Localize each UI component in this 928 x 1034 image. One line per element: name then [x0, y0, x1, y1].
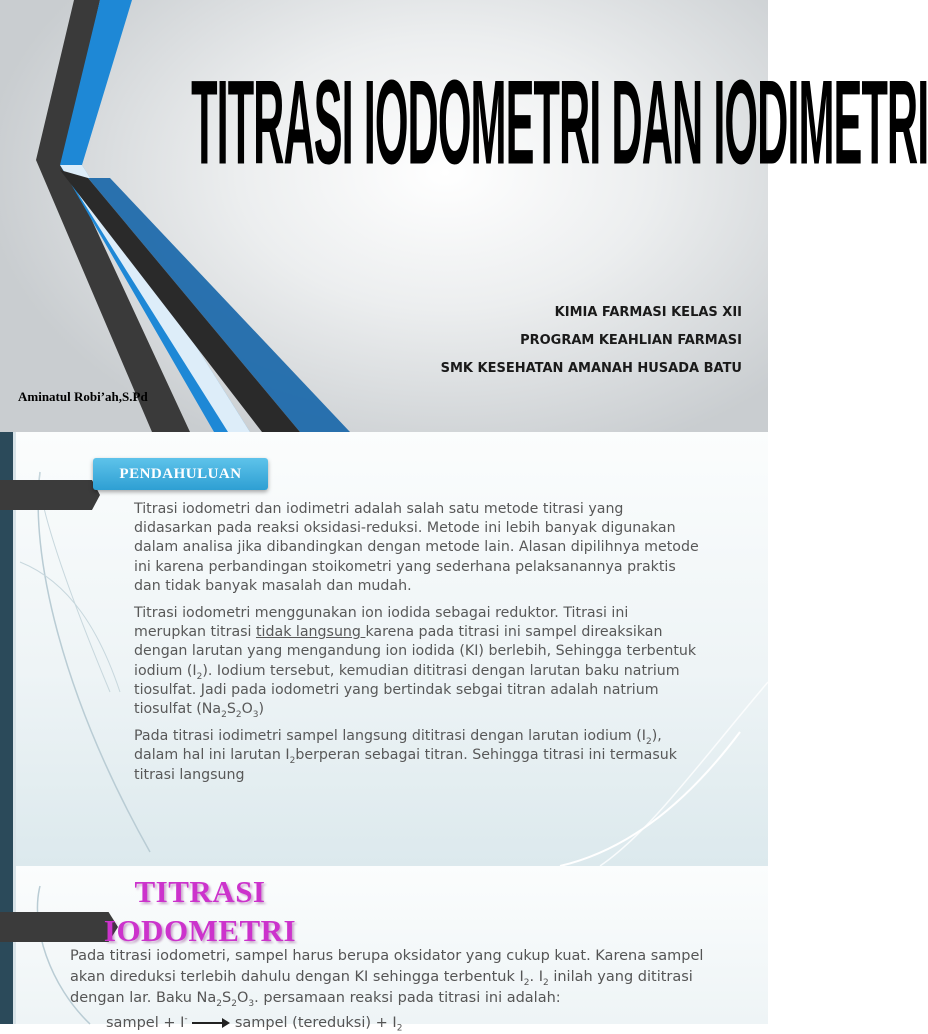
reaction-equation: sampel + I- sampel (tereduksi) + $I_2$	[106, 1014, 403, 1034]
list-item	[114, 727, 700, 785]
subtitle-line: SMK KESEHATAN AMANAH HUSADA BATU	[440, 361, 742, 376]
subtitle-line: KIMIA FARMASI KELAS XII	[554, 305, 742, 320]
subtitle-line: PROGRAM KEAHLIAN FARMASI	[520, 333, 742, 348]
section-label-pendahuluan: PENDAHULUAN	[93, 458, 268, 490]
bullet-text: Pada titrasi iodimetri sampel langsung dititrasi dengan larutan iodium $(I_2)$, dalam hal ini larutan $I_2berperan$ sebagai titran. Sehingga titrasi ini termasuk titrasi langsung	[134, 728, 677, 783]
reaction-arrow-icon	[192, 1018, 230, 1028]
bullet-text: Titrasi iodometri menggunakan ion iodida sebagai reduktor. Titrasi ini merupkan titrasi tidak langsung karena pada titrasi ini sampel direaksikan dengan larutan yang mengandung ion iodida (KI) berlebih, Sehingga terbentuk iodium $(I_2)$. Iodium tersebut, kemudian dititrasi dengan larutan baku natrium tiosulfat. Jadi pada iodometri yang bertindak sebgai titran adalah natrium tiosulfat $(Na_2S_2O_3)$	[134, 605, 697, 720]
paragraph-text: Pada titrasi iodometri, sampel harus berupa oksidator yang cukup kuat. Karena sampel akan direduksi terlebih dahulu dengan KI sehingga terbentuk $I_2$. $I_2$ inilah yang dititrasi dengan lar. Baku $Na_2S_2O_3$. persamaan reaksi pada titrasi ini adalah:	[70, 948, 704, 1009]
subtitle-block	[441, 302, 742, 386]
title-slide	[0, 0, 928, 432]
paragraph	[50, 946, 740, 1034]
underlined-text: tidak langsung	[255, 624, 366, 641]
bullet-text: Titrasi iodometri dan iodimetri adalah salah satu metode titrasi yang didasarkan pada reaksi oksidasi-reduksi. Metode ini lebih banyak digunakan dalam analisa jika dibandingkan dengan metode lain. Alasan dipilihnya metode ini karena perbandingan stoikometri yang sederhana pelaksanannya praktis dan tidak banyak masalah dan mudah.	[134, 501, 699, 594]
author-name: Aminatul Robi’ah,S.Pd	[18, 389, 148, 404]
arrow-marker	[0, 480, 100, 510]
list-item	[114, 604, 700, 719]
iodometri-slide	[0, 866, 768, 1034]
list-item	[114, 500, 700, 596]
slide-title: TITRASI IODOMETRI DAN IODIMETRI	[191, 54, 928, 190]
introduction-slide	[0, 432, 768, 866]
bullet-list	[114, 500, 700, 793]
section-title: TITRASI IODOMETRI	[103, 874, 297, 948]
